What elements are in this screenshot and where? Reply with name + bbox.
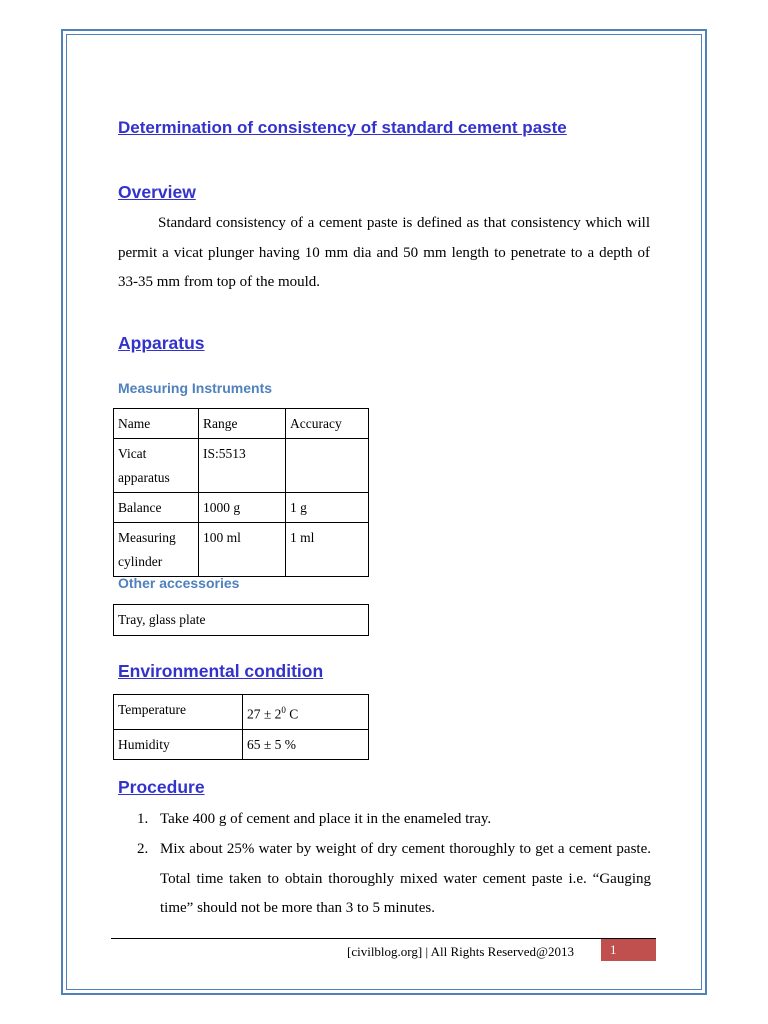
- table-cell: Balance: [114, 493, 199, 523]
- document-title: Determination of consistency of standard cement paste: [118, 118, 567, 137]
- other-accessories-heading: Other accessories: [118, 575, 240, 591]
- table-cell: Measuring cylinder: [114, 523, 199, 577]
- temperature-value: $27 \pm 2^0$ C: [243, 695, 369, 730]
- footer-rule: [111, 938, 656, 939]
- table-row: [114, 493, 369, 523]
- table-row: [114, 523, 369, 577]
- table-cell: IS:5513: [199, 439, 286, 493]
- measuring-instruments-table: [113, 408, 369, 577]
- page-number: 1: [601, 939, 656, 961]
- table-cell: 1000 g: [199, 493, 286, 523]
- step-number: 1.: [137, 811, 149, 827]
- table-cell: Tray, glass plate: [114, 605, 369, 636]
- table-row: [114, 695, 369, 730]
- table-cell: Vicat apparatus: [114, 439, 199, 493]
- table-header-cell: Accuracy: [286, 409, 369, 439]
- footer-copyright: [civilblog.org] | All Rights Reserved@2013: [347, 944, 575, 959]
- overview-text: Standard consistency of a cement paste is defined as that consistency which will permit a vicat plunger having 10 mm dia and 50 mm length to penetrate to a depth of 33-35 mm from top of the mould.: [118, 215, 650, 290]
- table-cell: 1 ml: [286, 523, 369, 577]
- table-header-cell: Range: [199, 409, 286, 439]
- procedure-heading: Procedure: [118, 777, 205, 797]
- apparatus-heading: Apparatus: [118, 333, 205, 353]
- environmental-condition-heading: Environmental condition: [118, 661, 324, 681]
- procedure-step: [137, 835, 651, 924]
- table-cell: 1 g: [286, 493, 369, 523]
- measuring-instruments-heading: Measuring Instruments: [118, 380, 273, 396]
- humidity-label: Humidity: [114, 729, 243, 759]
- overview-heading: Overview: [118, 182, 196, 202]
- table-cell: [286, 439, 369, 493]
- table-row: [114, 729, 369, 759]
- table-cell: 100 ml: [199, 523, 286, 577]
- table-header-row: [114, 409, 369, 439]
- accessories-table: [113, 604, 369, 636]
- table-row: [114, 439, 369, 493]
- humidity-value: 65 ± 5 %: [243, 729, 369, 759]
- procedure-step: [137, 805, 651, 835]
- table-row: [114, 605, 369, 636]
- step-text: Mix about 25% water by weight of dry cement thoroughly to get a cement paste. Total time taken to obtain thoroughly mixed water cement paste i.e. “Gauging time” should not be more than 3 to 5 minutes.: [160, 841, 651, 916]
- temperature-label: Temperature: [114, 695, 243, 730]
- table-header-cell: Name: [114, 409, 199, 439]
- step-text: Take 400 g of cement and place it in the enameled tray.: [160, 811, 492, 827]
- environmental-table: [113, 694, 369, 760]
- step-number: 2.: [137, 841, 149, 857]
